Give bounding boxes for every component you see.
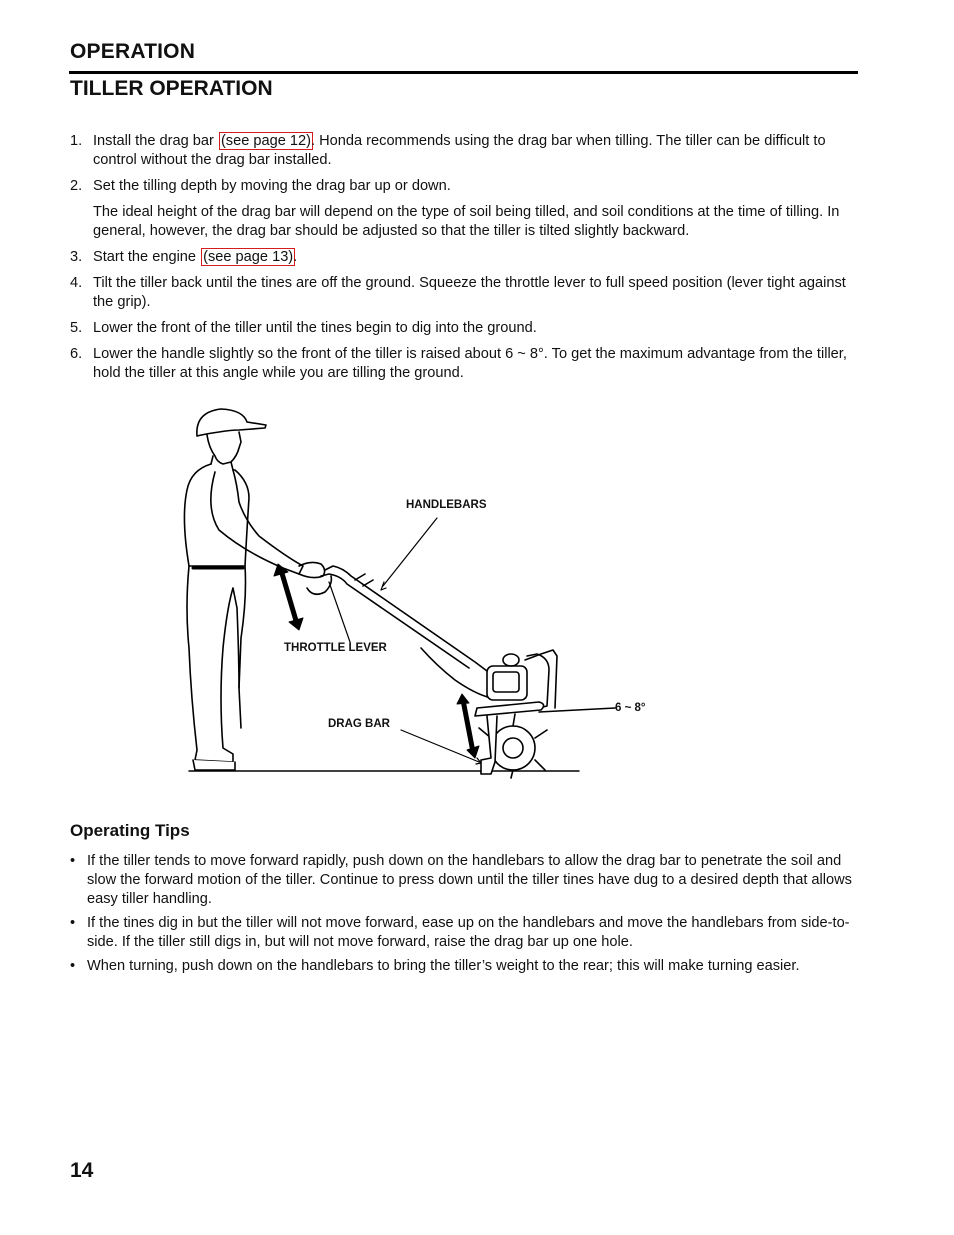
step-number: 2. [70,178,83,194]
page-number: 14 [70,1159,94,1182]
drag-bar-height-note: The ideal height of the drag bar will depend on the type of soil being tilled, and soil conditions at the time of tilling. In general, however, the drag bar should be adjusted so that the tiller is tilted slightly backward. [93,204,840,239]
step-text: Lower the front of the tiller until the tines begin to dig into the ground. [93,320,537,336]
step-text: . [293,249,298,265]
operator-with-tiller-drawing [175,398,675,788]
step-5 [70,319,860,338]
tip-text: If the tiller tends to move forward rapidly, push down on the handlebars to allow the drag bar to penetrate the soil and slow the forward motion of the tiller. Continue to press down until the tiller tines have dug to a desired depth that allows easy tiller handling. [87,853,852,907]
tip-item [70,914,860,952]
operating-tips-list [70,852,860,981]
page-13-link[interactable]: (see page 13) [203,249,294,265]
header-rule [69,71,858,74]
tiller-operation-illustration [175,398,675,788]
page-12-link[interactable]: (see page 12) [220,133,311,149]
step-number: 4. [70,275,83,291]
handlebars-label: HANDLEBARS [406,499,487,511]
step-number: 3. [70,249,83,265]
step-2 [70,177,860,196]
step-number: 1. [70,133,83,149]
step-3 [70,248,860,267]
step-text: Tilt the tiller back until the tines are off the ground. Squeeze the throttle lever to full speed position (lever tight against the grip). [93,275,846,310]
angle-label: 6 ~ 8° [615,702,646,714]
step-4 [70,274,860,312]
step-text: Install the drag bar [93,133,218,149]
bullet: • [70,915,76,931]
step-number: 5. [70,320,83,336]
section-title: OPERATION [70,40,196,63]
throttle-lever-label: THROTTLE LEVER [284,642,387,654]
drag-bar-label: DRAG BAR [328,718,390,730]
tip-text: When turning, push down on the handlebars to bring the tiller’s weight to the rear; this will make turning easier. [87,958,800,974]
step-text: Start the engine [93,249,201,265]
steps-list [70,132,860,390]
bullet: • [70,958,76,974]
tip-item [70,957,860,976]
step-text: . Honda recommends using the drag bar when tilling. The tiller can be difficult to control without the drag bar installed. [93,133,826,168]
tip-text: If the tines dig in but the tiller will not move forward, ease up on the handlebars and move the handlebars from side-to-side. If the tiller still digs in, but will not move forward, raise the drag bar up one hole. [87,915,850,950]
step-text: Lower the handle slightly so the front of the tiller is raised about 6 ~ 8°. To get the maximum advantage from the tiller, hold the tiller at this angle while you are tilling the ground. [93,346,847,381]
page-title: TILLER OPERATION [70,77,273,100]
tip-item [70,852,860,909]
step-text: Set the tilling depth by moving the drag bar up or down. [93,178,451,194]
step-number: 6. [70,346,83,362]
step-6 [70,345,860,383]
operating-tips-heading: Operating Tips [70,821,190,840]
bullet: • [70,853,76,869]
step-1 [70,132,860,170]
